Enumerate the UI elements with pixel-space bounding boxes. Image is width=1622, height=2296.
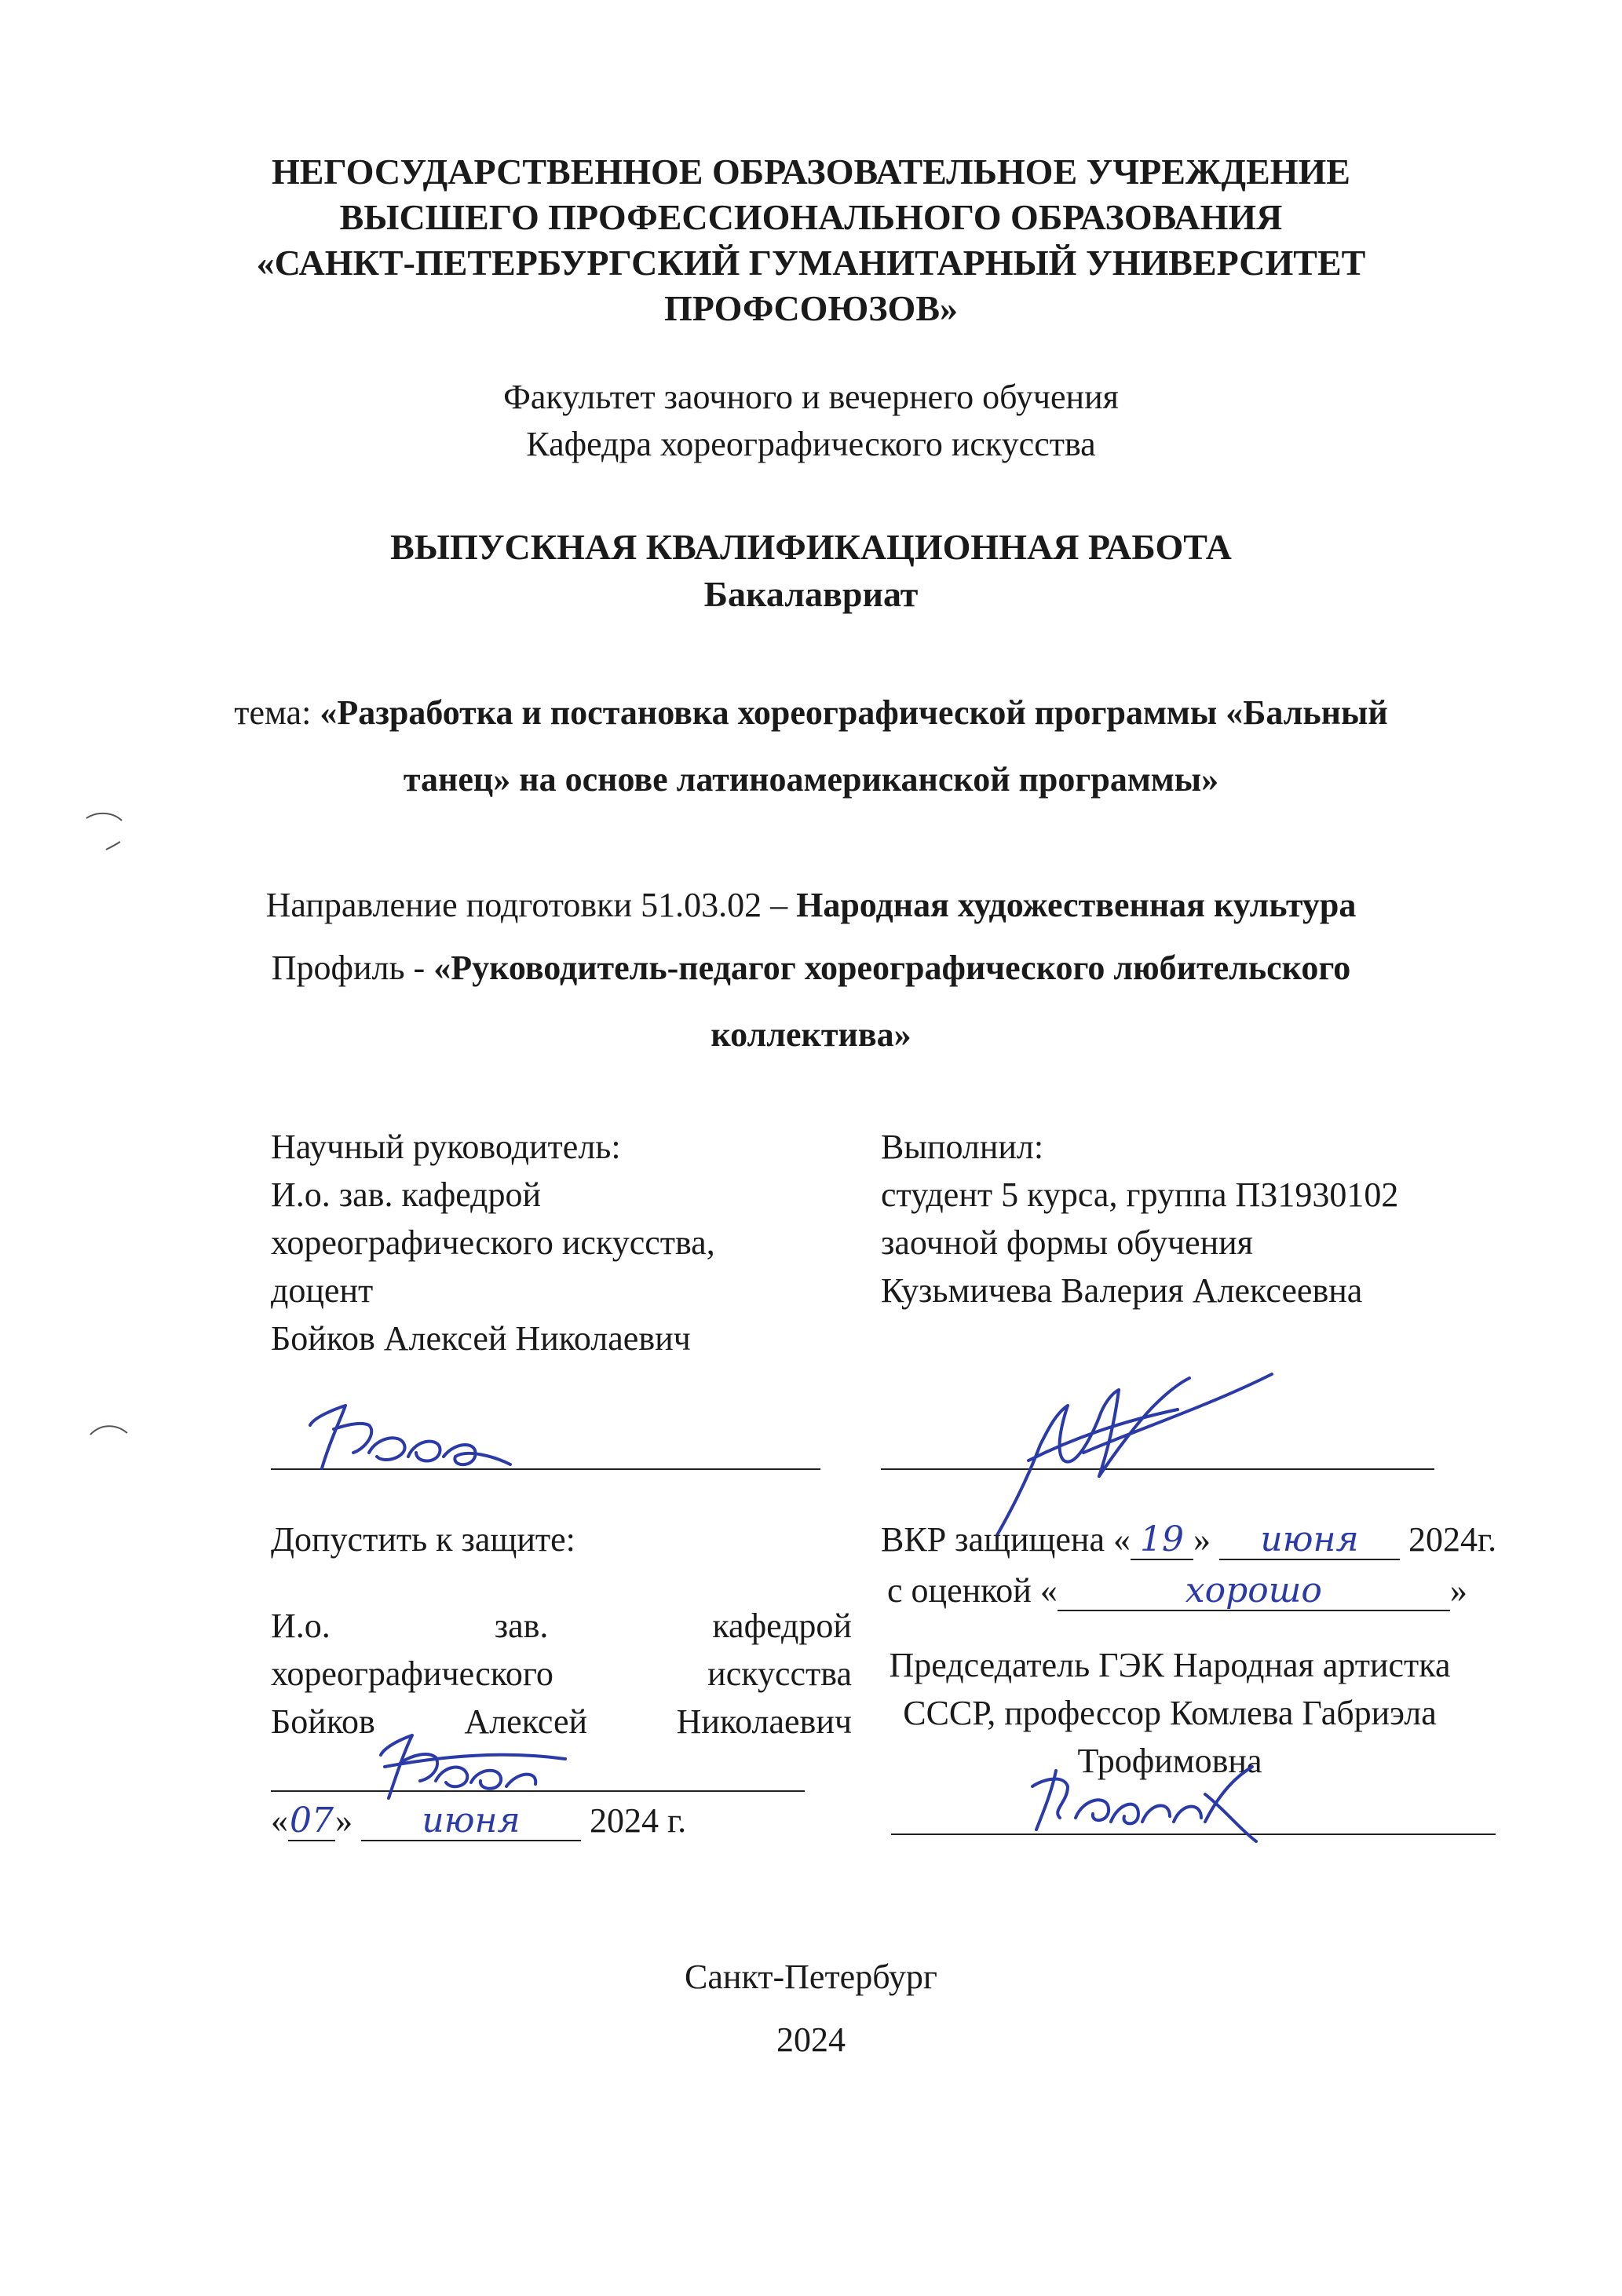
admit-signature <box>369 1720 573 1806</box>
admit-date <box>271 1797 686 1844</box>
profile-prefix: Профиль - <box>271 949 434 987</box>
topic-prefix: тема: <box>234 693 320 732</box>
topic-title-1: «Разработка и постановка хореографической программы «Бальный <box>320 693 1388 732</box>
student-form: заочной формы обучения <box>881 1223 1253 1262</box>
admit-year: 2024 г. <box>590 1801 687 1840</box>
admit-word: Алексей <box>464 1702 588 1741</box>
defense-month: июня <box>1219 1521 1400 1560</box>
admit-word: Николаевич <box>676 1702 852 1741</box>
admit-word: искусства <box>707 1654 852 1693</box>
supervisor-position-1: И.о. зав. кафедрой <box>271 1175 542 1214</box>
student-name: Кузьмичева Валерия Алексеевна <box>881 1271 1363 1310</box>
direction <box>0 883 1622 927</box>
supervisor-heading: Научный руководитель: <box>271 1128 621 1166</box>
degree: Бакалавриат <box>703 574 919 614</box>
grade-prefix: с оценкой « <box>887 1571 1058 1610</box>
footer-year: 2024 <box>776 2020 846 2059</box>
student-group: студент 5 курса, группа ПЗ1930102 <box>881 1175 1399 1214</box>
admit-word: хореографического <box>271 1654 553 1693</box>
grade-value: хорошо <box>1058 1572 1450 1611</box>
student-block <box>881 1123 1398 1314</box>
admit-word: кафедрой <box>712 1607 852 1645</box>
chair-line-1: Председатель ГЭК Народная артистка <box>889 1646 1451 1684</box>
admit-date-mid: » <box>335 1801 353 1840</box>
supervisor-position-3: доцент <box>271 1271 374 1310</box>
defense-day: 19 <box>1131 1521 1193 1560</box>
direction-prefix: Направление подготовки 51.03.02 – <box>265 886 797 924</box>
institution-line-4: ПРОФСОЮЗОВ» <box>664 288 958 328</box>
institution-line-1: НЕГОСУДАРСТВЕННОЕ ОБРАЗОВАТЕЛЬНОЕ УЧРЕЖДЕНИЕ <box>271 152 1350 192</box>
grade-suffix: » <box>1449 1571 1467 1610</box>
direction-value: Народная художественная культура <box>796 886 1357 924</box>
profile-title-1: «Руководитель-педагог хореографического любительского <box>433 949 1351 987</box>
work-type: ВЫПУСКНАЯ КВАЛИФИКАЦИОННАЯ РАБОТА <box>390 527 1232 567</box>
supervisor-position-2: хореографического искусства, <box>271 1223 715 1262</box>
admit-row-1 <box>271 1602 852 1650</box>
punch-hole-mark <box>86 1417 133 1441</box>
footer-city: Санкт-Петербург <box>685 1958 937 1996</box>
profile-line-1 <box>0 946 1622 990</box>
admit-heading: Допустить к защите: <box>271 1520 575 1559</box>
profile-line-2: коллектива» <box>711 1015 911 1054</box>
topic-line-1 <box>0 691 1622 735</box>
institution-line-2: ВЫСШЕГО ПРОФЕССИОНАЛЬНОГО ОБРАЗОВАНИЯ <box>339 197 1283 237</box>
admit-row-2 <box>271 1650 852 1698</box>
faculty: Факультет заочного и вечернего обучения <box>503 378 1119 416</box>
supervisor-signature <box>298 1394 534 1480</box>
defense-prefix: ВКР защищена « <box>881 1520 1131 1559</box>
admit-day: 07 <box>290 1801 334 1841</box>
chair-line-2: СССР, профессор Комлева Габриэла <box>903 1694 1437 1732</box>
student-heading: Выполнил: <box>881 1128 1044 1166</box>
institution-line-3: «САНКТ-ПЕТЕРБУРГСКИЙ ГУМАНИТАРНЫЙ УНИВЕРСИТЕТ <box>256 243 1366 283</box>
defense-mid: » <box>1193 1520 1211 1559</box>
defense-grade <box>887 1567 1467 1614</box>
supervisor-block <box>271 1123 715 1362</box>
punch-hole-mark <box>82 809 130 856</box>
topic-line-2: танец» на основе латиноамериканской программы» <box>403 760 1219 799</box>
admit-word: зав. <box>494 1607 549 1645</box>
admit-word: Бойков <box>271 1702 375 1741</box>
admit-month: июня <box>361 1802 581 1841</box>
admit-date-open: « <box>271 1801 288 1840</box>
chair-signature <box>1021 1755 1272 1849</box>
chair-line-3: Трофимовна <box>1077 1742 1262 1780</box>
defense-year: 2024г. <box>1408 1520 1497 1559</box>
defense-date <box>881 1515 1496 1563</box>
supervisor-name: Бойков Алексей Николаевич <box>271 1319 691 1358</box>
department: Кафедра хореографического искусства <box>526 425 1096 463</box>
admit-word: И.о. <box>271 1607 331 1645</box>
